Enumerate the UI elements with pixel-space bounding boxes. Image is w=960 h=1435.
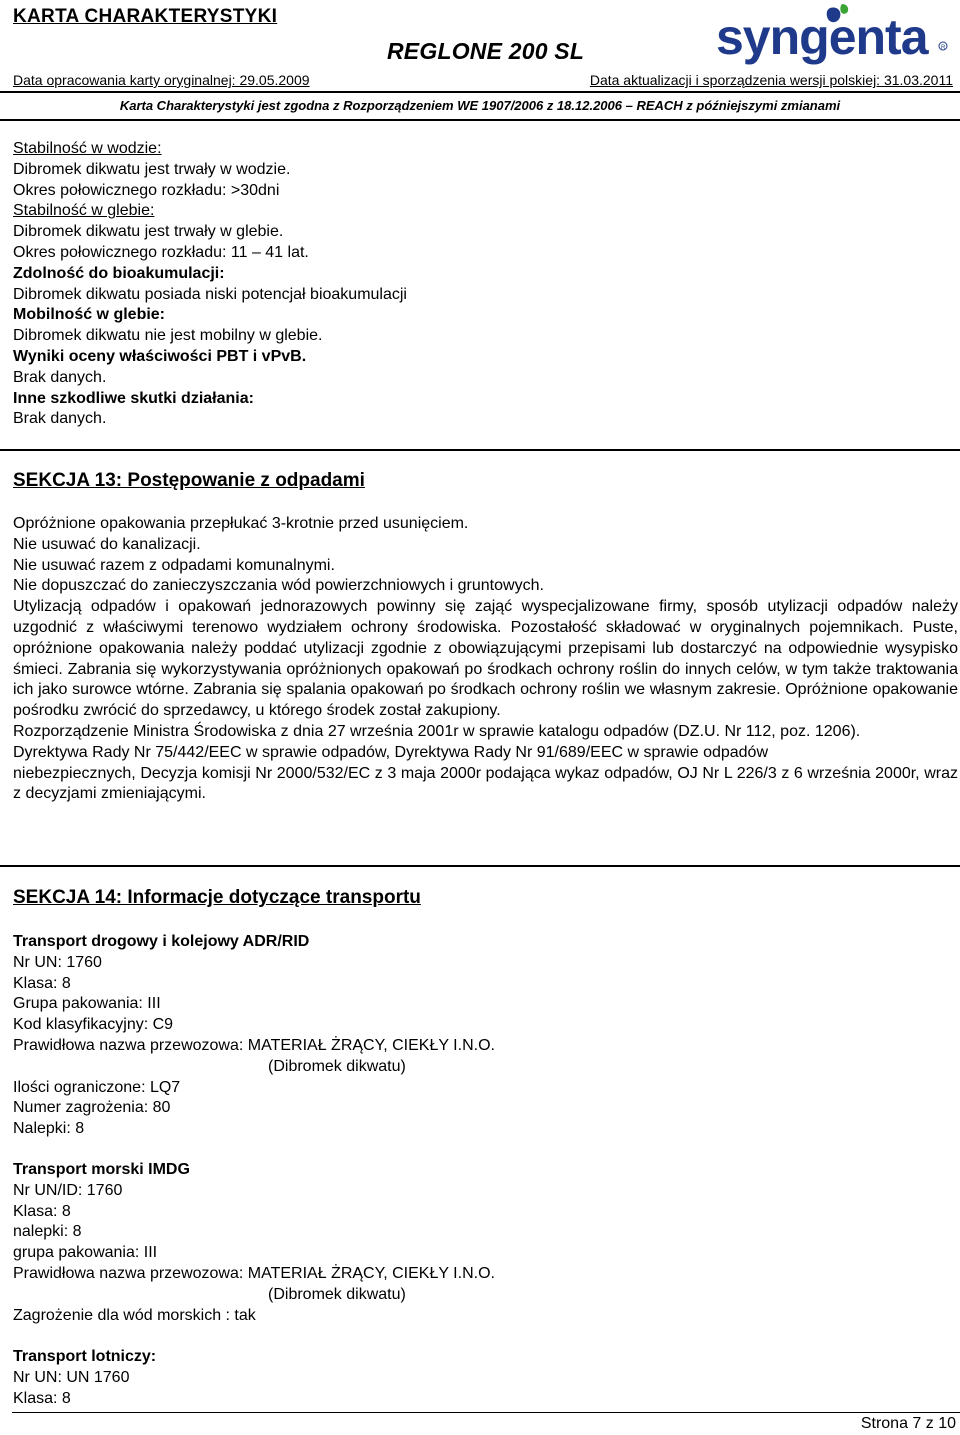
section-13-title: SEKCJA 13: Postępowanie z odpadami — [13, 470, 365, 491]
imdg-labels: nalepki: 8 — [13, 1223, 82, 1241]
text-line: Nie usuwać do kanalizacji. — [13, 535, 201, 553]
section-14-title: SEKCJA 14: Informacje dotyczące transportu — [13, 887, 421, 908]
imdg-class: Klasa: 8 — [13, 1202, 71, 1220]
transport-adr-block — [13, 932, 958, 1140]
text-line: Dibromek dikwatu jest trwały w wodzie. — [13, 160, 291, 178]
pbt-heading: Wyniki oceny właściwości PBT i vPvB. — [13, 347, 307, 365]
logo-wordmark: syngenta — [716, 9, 928, 65]
original-date: Data opracowania karty oryginalnej: 29.05.2009 — [13, 72, 310, 88]
text-line: Opróżnione opakowania przepłukać 3-krotnie przed usunięciem. — [13, 515, 469, 532]
imdg-packing-group: grupa pakowania: III — [13, 1244, 158, 1262]
directive-line: Dyrektywa Rady Nr 75/442/EEC w sprawie odpadów, Dyrektywa Rady Nr 91/689/EEC w sprawie odpadów — [13, 743, 769, 761]
stability-water-heading: Stabilność w wodzie: — [13, 140, 162, 157]
adr-class: Klasa: 8 — [13, 974, 71, 992]
text-line: Nie dopuszczać do zanieczyszczania wód powierzchniowych i gruntowych. — [13, 577, 544, 595]
text-line: Nie usuwać razem z odpadami komunalnymi. — [13, 556, 335, 574]
imdg-un: Nr UN/ID: 1760 — [13, 1181, 123, 1199]
imdg-marine-pollutant: Zagrożenie dla wód morskich : tak — [13, 1306, 256, 1324]
product-name: REGLONE 200 SL — [387, 38, 585, 64]
section-13-body — [13, 514, 958, 805]
adr-labels: Nalepki: 8 — [13, 1120, 85, 1138]
stability-soil-heading: Stabilność w glebie: — [13, 202, 155, 220]
other-effects-heading: Inne szkodliwe skutki działania: — [13, 389, 254, 407]
svg-text:R: R — [941, 45, 946, 51]
air-un: Nr UN: UN 1760 — [13, 1368, 130, 1386]
air-class: Klasa: 8 — [13, 1389, 71, 1407]
text-line: Brak danych. — [13, 368, 107, 386]
disposal-paragraph: Utylizacją odpadów i opakowań jednorazowych powinny się zająć wyspecjalizowane firmy, sposób utylizacji odpadów należy uzgodnić z właściwymi terenowo wydziałem ochrony środowiska. Pozostałość składować w oryginalnych pojemnikach. Puste, opróżnione opakowania należy poddać utylizacji zgodnie z obowiązującymi przepisami lub dostarczyć na odpowiednie wysypisko śmieci. Zabrania się wykorzystywania opróżnionych opakowań po środkach ochrony roślin do innych celów, w tym także traktowania ich jako surowce wtórne. Zabrania się spalania opakowań po środkach ochrony roślin we własnym zakresie. Opróżnione opakowanie pośrodku zwrócić do sprzedawcy, u którego środek został zakupiony. — [13, 598, 958, 720]
air-heading: Transport lotniczy: — [13, 1348, 157, 1365]
text-line: Brak danych. — [13, 410, 107, 428]
directive-paragraph: niebezpiecznych, Decyzja komisji Nr 2000/532/EC z 3 maja 2000r podająca wykaz odpadów, OJ Nr L 226/3 z 6 września 2000r, wraz z decyzjami zmieniającymi. — [13, 764, 958, 803]
page-header — [0, 0, 960, 124]
adr-heading: Transport drogowy i kolejowy ADR/RID — [13, 933, 310, 950]
text-line: Dibromek dikwatu posiada niski potencjał bioakumulacji — [13, 285, 407, 303]
soil-mobility-heading: Mobilność w glebie: — [13, 306, 166, 324]
text-line: Dibromek dikwatu nie jest mobilny w glebie. — [13, 327, 323, 345]
document-type-title: KARTA CHARAKTERYSTYKI — [13, 6, 278, 27]
adr-packing-group: Grupa pakowania: III — [13, 995, 161, 1013]
adr-shipping-name-sub: (Dibromek dikwatu) — [268, 1057, 406, 1075]
adr-shipping-name: Prawidłowa nazwa przewozowa: MATERIAŁ ŻRĄCY, CIEKŁY I.N.O. — [13, 1036, 495, 1054]
page-number: Strona 7 z 10 — [860, 1415, 956, 1432]
adr-classification-code: Kod klasyfikacyjny: C9 — [13, 1016, 174, 1034]
imdg-shipping-name: Prawidłowa nazwa przewozowa: MATERIAŁ ŻRĄCY, CIEKŁY I.N.O. — [13, 1264, 495, 1282]
header-divider — [0, 91, 960, 93]
syngenta-logo — [712, 4, 952, 70]
section-12-continuation — [13, 139, 958, 430]
bioaccumulation-heading: Zdolność do bioakumulacji: — [13, 264, 225, 282]
section-divider — [0, 449, 960, 451]
imdg-heading: Transport morski IMDG — [13, 1161, 190, 1178]
text-line: Okres połowicznego rozkładu: 11 – 41 lat. — [13, 243, 309, 261]
regulation-note: Karta Charakterystyki jest zgodna z Rozporządzeniem WE 1907/2006 z 18.12.2006 – REACH z późniejszymi zmianami — [119, 98, 841, 113]
adr-limited-quantity: Ilości ograniczone: LQ7 — [13, 1078, 181, 1096]
header-divider-bottom — [0, 119, 960, 121]
adr-un: Nr UN: 1760 — [13, 953, 102, 971]
footer-divider — [12, 1412, 960, 1413]
transport-imdg-block — [13, 1160, 958, 1326]
imdg-shipping-name-sub: (Dibromek dikwatu) — [268, 1285, 406, 1303]
section-divider — [0, 865, 960, 867]
adr-hazard-number: Numer zagrożenia: 80 — [13, 1099, 171, 1117]
text-line: Dibromek dikwatu jest trwały w glebie. — [13, 223, 284, 241]
regulation-paragraph: Rozporządzenie Ministra Środowiska z dnia 27 września 2001r w sprawie katalogu odpadów (DZ.U. Nr 112, poz. 1206). — [13, 722, 861, 740]
update-date: Data aktualizacji i sporządzenia wersji polskiej: 31.03.2011 — [589, 72, 953, 88]
text-line: Okres połowicznego rozkładu: >30dni — [13, 181, 280, 199]
transport-air-block — [13, 1347, 958, 1409]
